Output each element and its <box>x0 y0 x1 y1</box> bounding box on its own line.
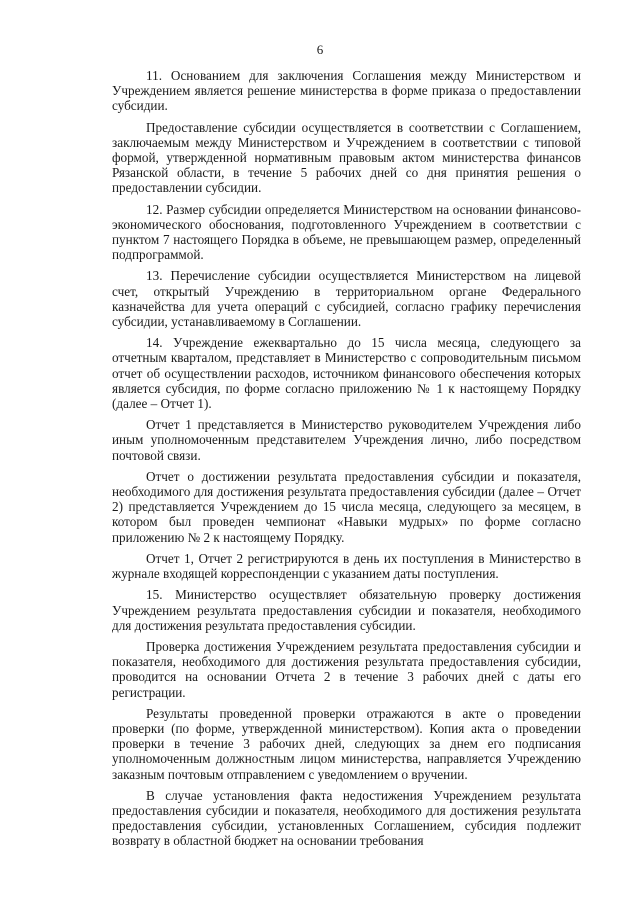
page-number: 6 <box>316 42 324 57</box>
paragraph: Проверка достижения Учреждением результата предоставления субсидии и показателя, необходимого для достижения результата предоставления субсидии, проводится на основании Отчета 2 в течение 3 рабочих дней с даты его регистрации. <box>112 638 581 700</box>
paragraph: Отчет 1 представляется в Министерство руководителем Учреждения либо иным уполномоченным представителем Учреждения лично, либо посредством почтовой связи. <box>112 417 581 463</box>
paragraph: Предоставление субсидии осуществляется в соответствии с Соглашением, заключаемым между Министерством и Учреждением в соответствии с типовой формой, утвержденной нормативным правовым актом министерства финансов Рязанской области, в течение 5 рабочих дней со дня принятия решения о предоставлении субсидии. <box>112 119 581 196</box>
paragraph: 13. Перечисление субсидии осуществляется Министерством на лицевой счет, открытый Учреждению в территориальном органе Федерального казначейства для учета операций с субсидией, согласно графику перечисления субсидии, устанавливаемому в Соглашении. <box>112 268 581 330</box>
paragraph: Отчет 1, Отчет 2 регистрируются в день их поступления в Министерство в журнале входящей корреспонденции с указанием даты поступления. <box>112 550 581 582</box>
paragraph: Отчет о достижении результата предоставления субсидии и показателя, необходимого для достижения результата предоставления субсидии (далее – Отчет 2) представляется Учреждением до 15 числа месяца, следующего за месяцем, в котором был проведен чемпионат «Навыки мудрых» по форме согласно приложению № 2 к настоящему Порядку. <box>112 468 581 545</box>
document-body <box>112 68 581 855</box>
paragraph: В случае установления факта недостижения Учреждением результата предоставления субсидии и показателя, необходимого для достижения результата предоставления субсидии, установленных Соглашением, субсидия подлежит возврату в областной бюджет на основании требования <box>112 787 581 849</box>
paragraph: Результаты проведенной проверки отражаются в акте о проведении проверки (по форме, утвержденной министерством). Копия акта о проведении проверки в течение 3 рабочих дней, следующих за днем его подписания уполномоченным должностным лицом министерства, направляется Учреждению заказным почтовым отправлением с уведомлением о вручении. <box>112 705 581 782</box>
paragraph: 14. Учреждение ежеквартально до 15 числа месяца, следующего за отчетным кварталом, представляет в Министерство с сопроводительным письмом отчет об осуществлении расходов, источником финансового обеспечения которых является субсидия, по форме согласно приложению № 1 к настоящему Порядку (далее – Отчет 1). <box>112 335 581 412</box>
paragraph: 12. Размер субсидии определяется Министерством на основании финансово-экономического обоснования, подготовленного Учреждением в соответствии с пунктом 7 настоящего Порядка в объеме, не превышающем размер, определенный подпрограммой. <box>112 201 581 263</box>
paragraph: 11. Основанием для заключения Соглашения между Министерством и Учреждением является решение министерства в форме приказа о предоставлении субсидии. <box>112 68 581 114</box>
paragraph: 15. Министерство осуществляет обязательную проверку достижения Учреждением результата предоставления субсидии и показателя, необходимого для достижения результата предоставления субсидии. <box>112 587 581 633</box>
